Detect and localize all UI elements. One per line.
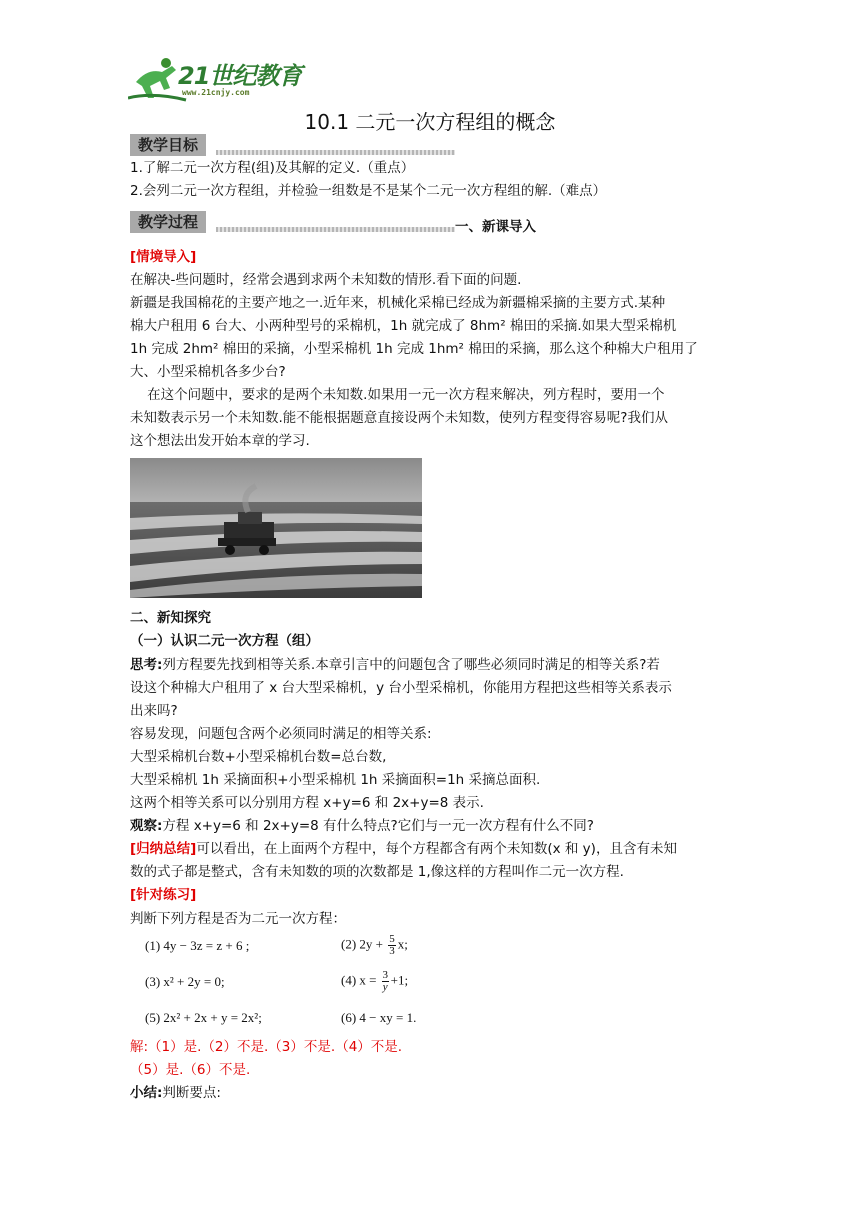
practice-tag: [针对练习] (130, 887, 197, 903)
section-goals-label: 教学目标 (130, 134, 206, 156)
section-process-label: 教学过程 (130, 211, 206, 233)
logo-text: 21世纪教育 (178, 62, 302, 90)
equation-1: (1) 4y − 3z = z + 6 ; (145, 938, 250, 953)
intro-line: 棉大户租用 6 台大、小两种型号的采棉机，1h 就完成了 8hm² 棉田的采摘.如果大型采棉机 (130, 318, 677, 334)
fraction-den: y (382, 981, 388, 993)
equation-2 (341, 934, 408, 957)
answer-line-2: （5）是.（6）不是. (130, 1062, 251, 1078)
equation-2-tail: x; (397, 936, 408, 952)
section-goals (130, 134, 455, 156)
think-text: 列方程要先找到相等关系.本章引言中的问题包含了哪些必须同时满足的相等关系?若 (162, 657, 660, 673)
practice-prompt: 判断下列方程是否为二元一次方程： (130, 911, 346, 927)
equation-4 (341, 970, 408, 993)
conclusion-label: 小结: (130, 1085, 163, 1101)
think-line: 出来吗? (130, 703, 178, 719)
think-label: 思考: (130, 657, 163, 673)
conclusion-text: 判断要点: (162, 1085, 221, 1101)
think-line: 大型采棉机 1h 采摘面积+小型采棉机 1h 采摘面积=1h 采摘总面积. (130, 772, 541, 788)
section-divider (216, 150, 455, 155)
part1-title: 一、新课导入 (455, 219, 536, 235)
intro-line: 这个想法出发开始本章的学习. (130, 433, 310, 449)
observe-text: 方程 x+y=6 和 2x+y=8 有什么特点?它们与一元一次方程有什么不同? (162, 818, 594, 834)
intro-line: 在解决-些问题时，经常会遇到求两个未知数的情形.看下面的问题. (130, 272, 522, 288)
intro-line: 未知数表示另一个未知数.能不能根据题意直接设两个未知数，使列方程变得容易呢?我们从 (130, 410, 668, 426)
think-line: 容易发现，问题包含两个必须同时满足的相等关系: (130, 726, 432, 742)
intro-line: 大、小型采棉机各多少台? (130, 364, 286, 380)
fraction-num: 5 (389, 933, 395, 945)
think-line: 设这个种棉大户租用了 x 台大型采棉机，y 台小型采棉机，你能用方程把这些相等关系表示 (130, 680, 672, 696)
intro-tag: [情境导入] (130, 249, 197, 265)
summary-line-2: 数的式子都是整式，含有未知数的项的次数都是 1,像这样的方程叫作二元一次方程. (130, 864, 624, 880)
observe-label: 观察: (130, 818, 163, 834)
equation-4-tail: +1; (390, 972, 409, 988)
section-divider (216, 227, 455, 232)
answer-line-1: 解:（1）是.（2）不是.（3）不是.（4）不是. (130, 1039, 403, 1055)
intro-line: 1h 完成 2hm² 棉田的采摘，小型采棉机 1h 完成 1hm² 棉田的采摘，那么这个种棉大户租用了 (130, 341, 698, 357)
fraction (382, 970, 389, 993)
equation-4-lead: (4) x = (341, 972, 380, 988)
conclusion-line (130, 1082, 221, 1104)
observe-line (130, 815, 594, 837)
equation-3: (3) x² + 2y = 0; (145, 974, 225, 989)
summary-tag: [归纳总结] (130, 841, 197, 857)
fraction-den: 3 (389, 945, 395, 957)
equation-list (145, 934, 465, 1026)
summary-line-1 (130, 838, 677, 860)
fraction (388, 934, 396, 957)
think-line-1 (130, 654, 660, 676)
fraction-num: 3 (382, 969, 388, 981)
equation-5: (5) 2x² + 2x + y = 2x²; (145, 1010, 262, 1025)
cotton-field-photo (130, 458, 422, 598)
equation-6: (6) 4 − xy = 1. (341, 1010, 417, 1025)
goal-2: 2.会列二元一次方程组，并检验一组数是不是某个二元一次方程组的解.（难点） (130, 183, 607, 199)
equation-2-lead: (2) 2y + (341, 936, 387, 952)
page-title: 10.1 二元一次方程组的概念 (304, 110, 556, 134)
part2-title: 二、新知探究 (130, 610, 211, 626)
think-line: 大型采棉机台数+小型采棉机台数=总台数, (130, 749, 387, 765)
goal-1: 1.了解二元一次方程(组)及其解的定义.（重点） (130, 160, 415, 176)
logo-url: www.21cnjy.com (182, 88, 250, 97)
section-process (130, 211, 455, 233)
intro-line: 新疆是我国棉花的主要产地之一.近年来，机械化采棉已经成为新疆棉采摘的主要方式.某种 (130, 295, 666, 311)
summary-text: 可以看出，在上面两个方程中，每个方程都含有两个未知数(x 和 y)，且含有未知 (196, 841, 677, 857)
sub1-title: （一）认识二元一次方程（组） (130, 633, 319, 649)
think-line: 这两个相等关系可以分别用方程 x+y=6 和 2x+y=8 表示. (130, 795, 484, 811)
intro-line: 在这个问题中，要求的是两个未知数.如果用一元一次方程来解决，列方程时，要用一个 (130, 387, 665, 403)
